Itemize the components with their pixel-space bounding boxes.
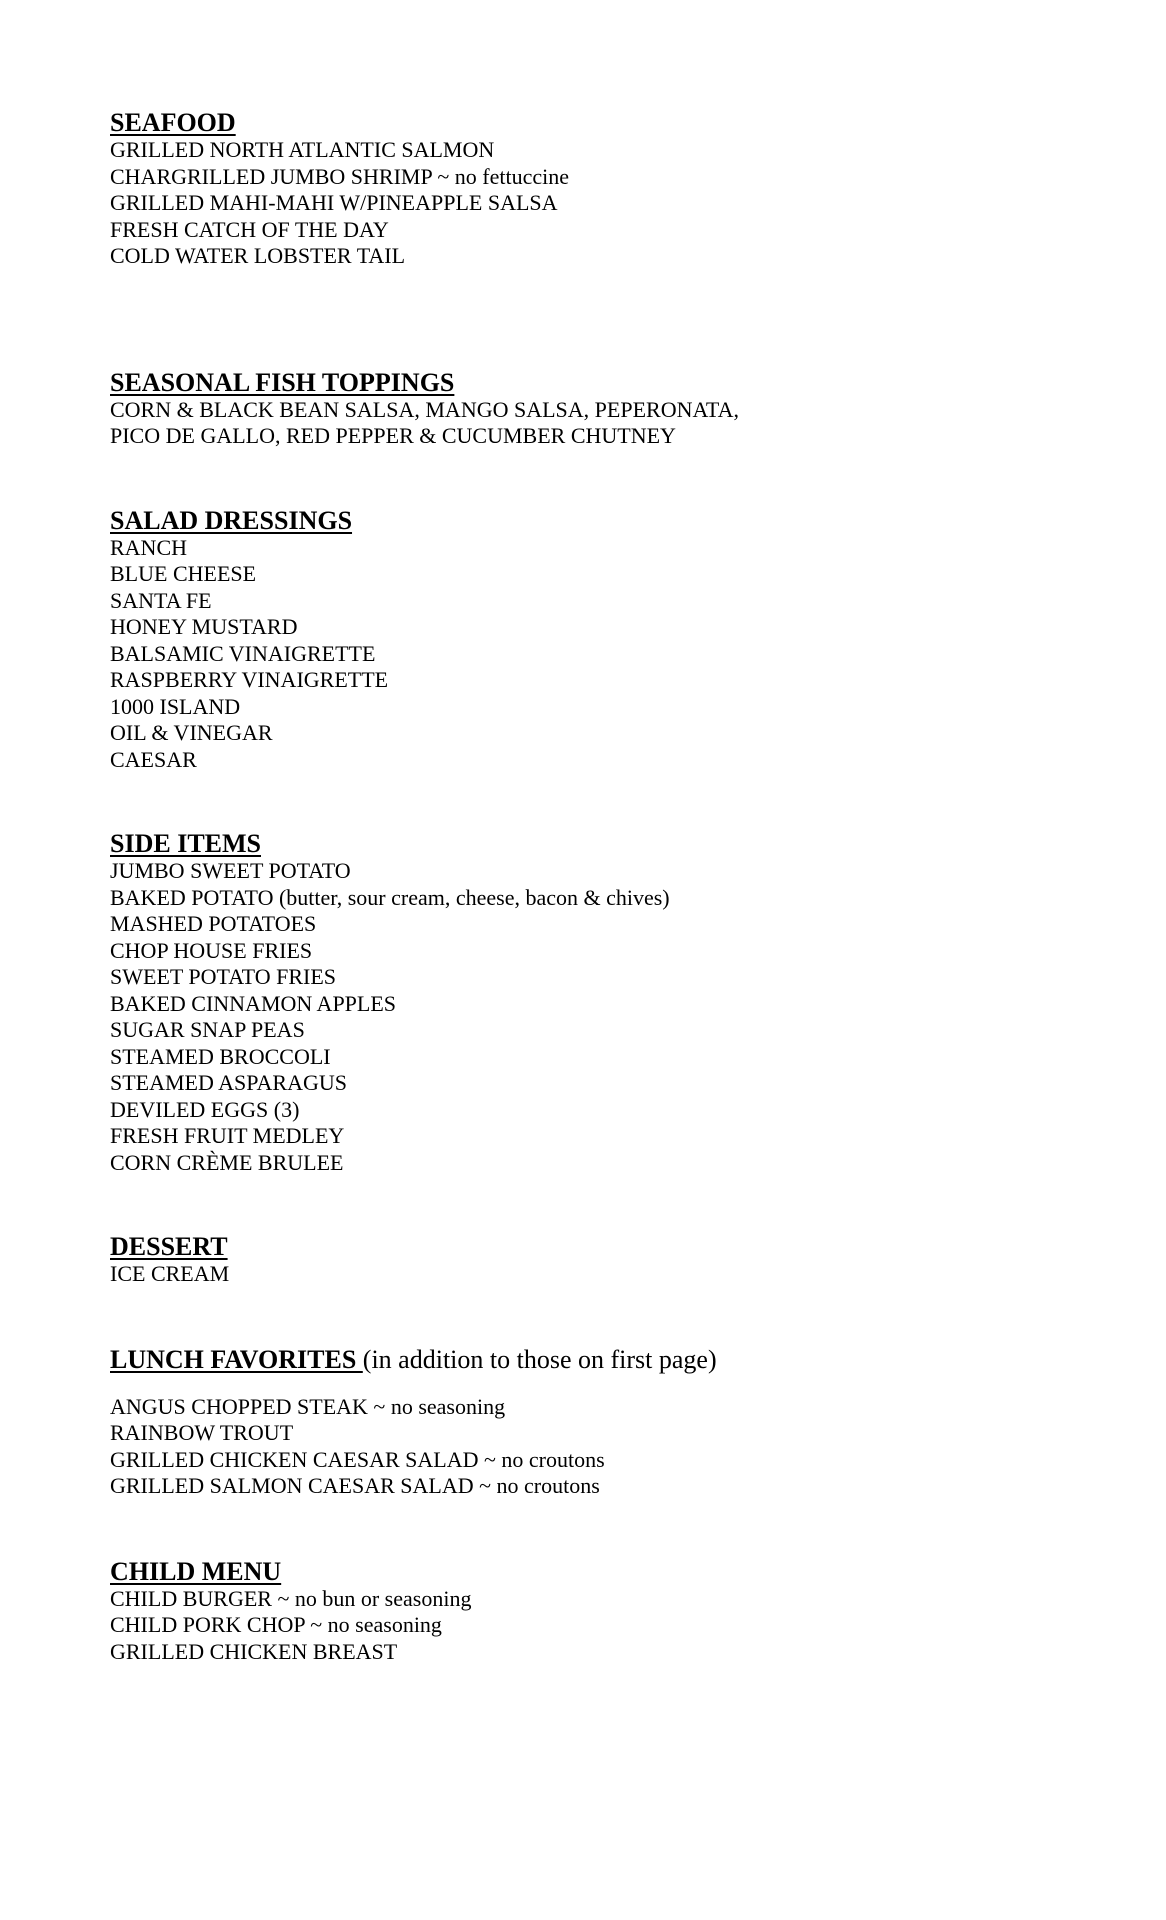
menu-item: DEVILED EGGS (3)	[110, 1096, 300, 1122]
menu-item: CHARGRILLED JUMBO SHRIMP ~ no fettuccine	[110, 163, 570, 189]
menu-item: BALSAMIC VINAIGRETTE	[110, 640, 376, 666]
menu-item: SUGAR SNAP PEAS	[110, 1017, 305, 1042]
menu-item: ICE CREAM	[110, 1261, 230, 1286]
menu-item: 1000 ISLAND	[110, 693, 241, 719]
menu-item: SANTA FE	[110, 587, 212, 613]
menu-item: GRILLED SALMON CAESAR SALAD ~ no croutons	[110, 1473, 600, 1498]
lunch-favorites-section	[110, 1345, 1110, 1500]
seafood-section	[110, 108, 1110, 270]
menu-item: COLD WATER LOBSTER TAIL	[110, 243, 406, 268]
menu-item: CHILD PORK CHOP ~ no seasoning	[110, 1612, 442, 1637]
section-title-side-items: SIDE ITEMS	[110, 829, 261, 858]
section-heading-lunch-favorites	[110, 1345, 1110, 1378]
menu-item: STEAMED BROCCOLI	[110, 1043, 331, 1069]
menu-item: RANCH	[110, 534, 188, 560]
menu-item: PICO DE GALLO, RED PEPPER & CUCUMBER CHUTNEY	[110, 423, 676, 448]
menu-item: BAKED CINNAMON APPLES	[110, 990, 397, 1016]
salad-dressings-section	[110, 506, 1110, 774]
menu-item: GRILLED MAHI-MAHI W/PINEAPPLE SALSA	[110, 190, 558, 215]
section-title-fish-toppings: SEASONAL FISH TOPPINGS	[110, 367, 455, 397]
child-menu-section	[110, 1557, 1110, 1666]
menu-item: JUMBO SWEET POTATO	[110, 858, 351, 883]
menu-item: CORN CRÈME BRULEE	[110, 1149, 344, 1175]
menu-item: OIL & VINEGAR	[110, 720, 273, 745]
menu-item: CAESAR	[110, 746, 197, 772]
menu-item: STEAMED ASPARAGUS	[110, 1070, 347, 1095]
section-title-seafood: SEAFOOD	[110, 108, 236, 137]
dessert-section	[110, 1232, 1110, 1288]
menu-page	[110, 108, 1110, 1665]
menu-item: SWEET POTATO FRIES	[110, 964, 337, 989]
menu-item: FRESH FRUIT MEDLEY	[110, 1123, 345, 1148]
fish-toppings-section	[110, 368, 1110, 450]
menu-item: ANGUS CHOPPED STEAK ~ no seasoning	[110, 1393, 506, 1419]
menu-item: MASHED POTATOES	[110, 911, 317, 936]
menu-item: GRILLED NORTH ATLANTIC SALMON	[110, 137, 495, 162]
menu-item: CORN & BLACK BEAN SALSA, MANGO SALSA, PEPERONATA,	[110, 396, 739, 422]
section-title-note: (in addition to those on first page)	[362, 1344, 717, 1374]
menu-item: RASPBERRY VINAIGRETTE	[110, 667, 389, 692]
menu-item: BAKED POTATO (butter, sour cream, cheese, bacon & chives)	[110, 884, 670, 910]
menu-item: BLUE CHEESE	[110, 561, 257, 586]
section-title-child-menu: CHILD MENU	[110, 1556, 282, 1586]
side-items-section	[110, 829, 1110, 1176]
section-title-salad-dressings: SALAD DRESSINGS	[110, 505, 353, 535]
section-title-lunch-favorites: LUNCH FAVORITES	[110, 1344, 363, 1374]
menu-item: CHILD BURGER ~ no bun or seasoning	[110, 1585, 472, 1611]
menu-item: GRILLED CHICKEN BREAST	[110, 1638, 398, 1664]
menu-item: CHOP HOUSE FRIES	[110, 937, 313, 963]
menu-item: FRESH CATCH OF THE DAY	[110, 216, 389, 242]
menu-item: GRILLED CHICKEN CAESAR SALAD ~ no croutons	[110, 1446, 605, 1472]
menu-item: RAINBOW TROUT	[110, 1420, 294, 1445]
section-title-dessert: DESSERT	[110, 1232, 228, 1261]
menu-item: HONEY MUSTARD	[110, 614, 298, 639]
